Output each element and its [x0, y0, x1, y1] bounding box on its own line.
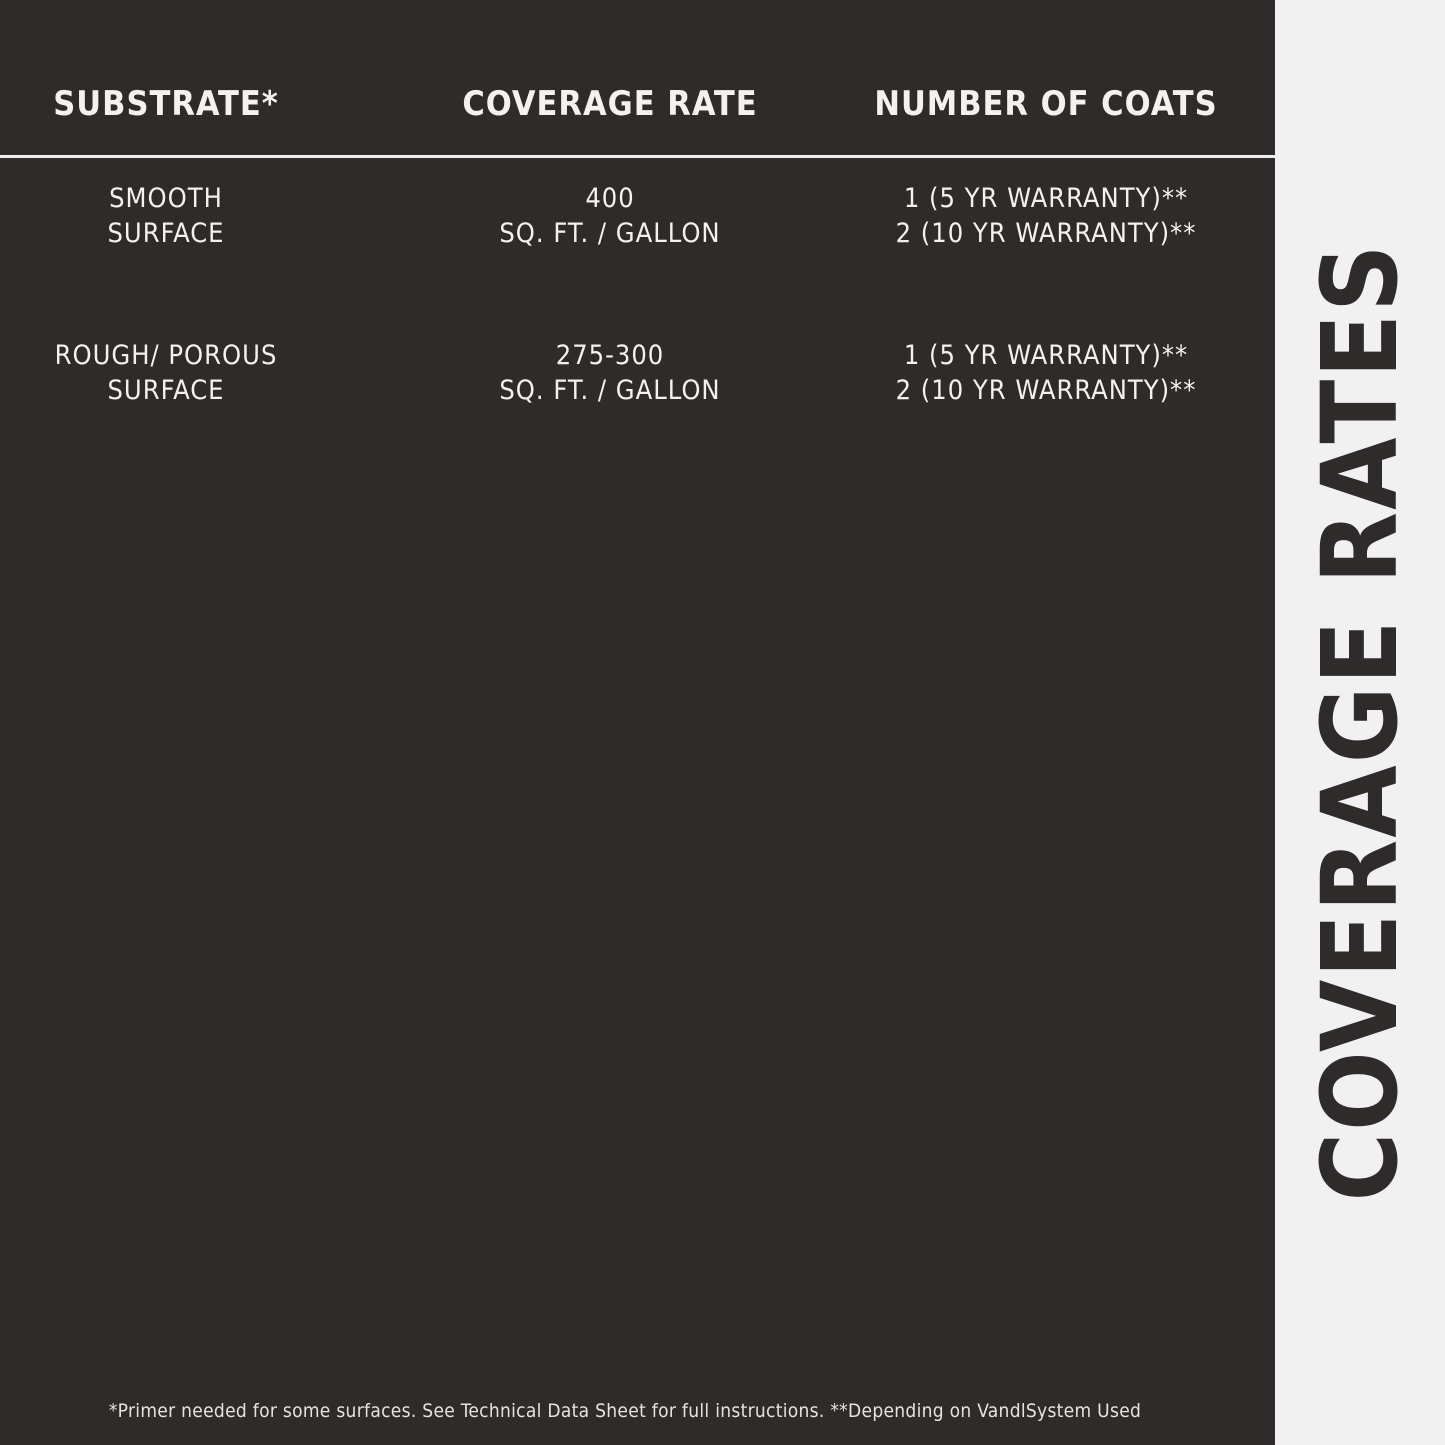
- row-1-substrate-line-1: SMOOTH: [109, 183, 223, 214]
- header-divider: [0, 155, 1275, 158]
- footnote: *Primer needed for some surfaces. See Technical Data Sheet for full instructions. **Depending on VandlSystem Used: [108, 1400, 1142, 1422]
- row-2-substrate-line-1: ROUGH/ POROUS: [54, 340, 278, 371]
- row-1-coverage-line-1: 400: [585, 183, 635, 214]
- row-1-substrate: [20, 181, 312, 251]
- header-number-of-coats: NUMBER OF COATS: [874, 84, 1218, 124]
- row-2-substrate: [20, 338, 312, 408]
- header-substrate: SUBSTRATE*: [53, 84, 279, 124]
- row-1-coverage-line-2: SQ. FT. / GALLON: [499, 218, 721, 249]
- sidebar-band: [1275, 0, 1445, 1445]
- row-2-coverage: [462, 338, 758, 408]
- header-coverage-rate: COVERAGE RATE: [462, 84, 758, 124]
- sidebar-title: COVERAGE RATES: [1299, 242, 1421, 1202]
- row-1-coats-line-1: 1 (5 YR WARRANTY)**: [903, 183, 1189, 214]
- row-2-substrate-line-2: SURFACE: [107, 375, 225, 406]
- row-2-coverage-line-1: 275-300: [555, 340, 665, 371]
- row-1-coats-line-2: 2 (10 YR WARRANTY)**: [895, 218, 1197, 249]
- row-2-coverage-line-2: SQ. FT. / GALLON: [499, 375, 721, 406]
- row-2-coats-line-1: 1 (5 YR WARRANTY)**: [903, 340, 1189, 371]
- row-1-coats: [860, 181, 1232, 251]
- row-1-coverage: [462, 181, 758, 251]
- row-1-substrate-line-2: SURFACE: [107, 218, 225, 249]
- row-2-coats-line-2: 2 (10 YR WARRANTY)**: [895, 375, 1197, 406]
- row-2-coats: [860, 338, 1232, 408]
